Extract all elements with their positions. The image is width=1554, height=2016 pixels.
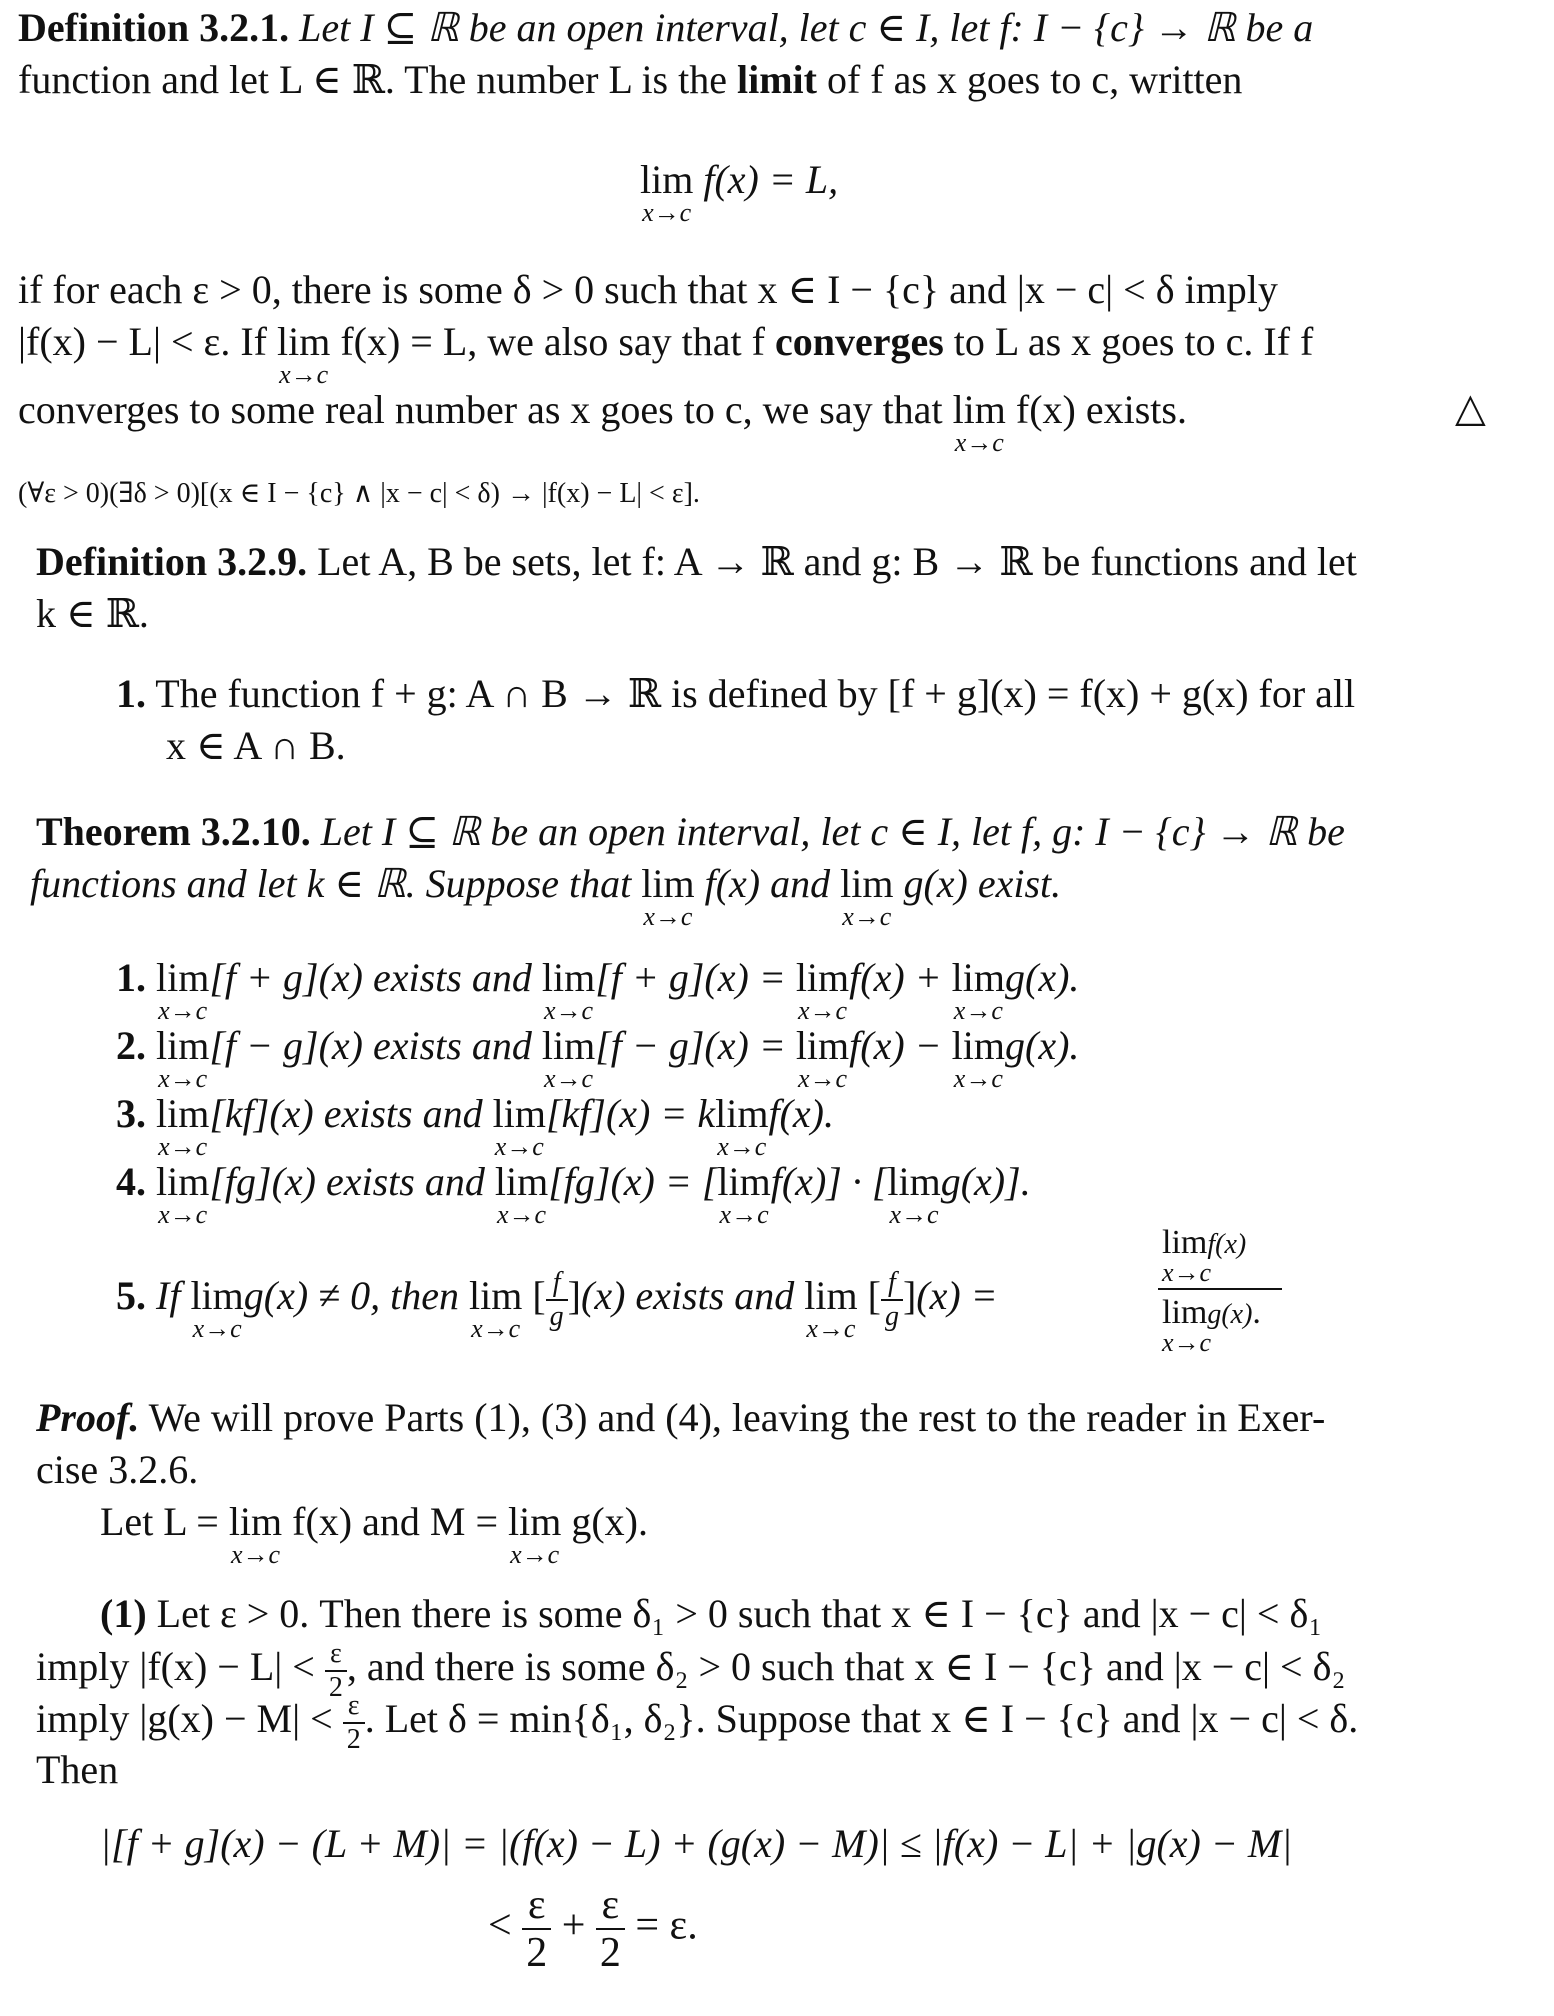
def-3-2-9-item1: 1. The function f + g: A ∩ B → ℝ is defined by [f + g](x) = f(x) + g(x) for all: [116, 671, 1356, 716]
def-3-2-1-line3: if for each ε > 0, there is some δ > 0 such that x ∈ I − {c} and |x − c| < δ imply: [18, 267, 1278, 312]
proof-part1-line2: imply |f(x) − L| < $\frac{\varepsilon}{2}$ , and there is some δ₂ > 0 such that x ∈ I − {c} and |x − c| < δ₂: [36, 1638, 1346, 1703]
thm-item-2: 2. lim x→c [f − g](x) exists and lim x→c [f − g](x) = lim x→c f(x) − lim x→c g(x).: [116, 1023, 1080, 1093]
proof-part1-line1: (1) Let ε > 0. Then there is some δ₁ > 0 such that x ∈ I − {c} and |x − c| < δ₁: [100, 1591, 1323, 1636]
limit-operator: lim x→c: [276, 319, 331, 389]
proof-intro-line1: Proof. We will prove Parts (1), (3) and (4), leaving the rest to the reader in Exer-: [36, 1395, 1326, 1440]
proof-part1-line4: Then: [36, 1747, 119, 1792]
end-of-definition-triangle-icon: △: [1455, 385, 1486, 430]
thm-item-1: 1. lim x→c [f + g](x) exists and lim x→c [f + g](x) = lim x→c f(x) + lim x→c g(x).: [116, 955, 1080, 1025]
proof-label: Proof.: [36, 1395, 140, 1440]
thm-item-3: 3. lim x→c [kf](x) exists and lim x→c [kf](x) = klim x→c f(x).: [116, 1091, 834, 1161]
def-3-2-1-title: Definition 3.2.1.: [18, 5, 290, 50]
limit-operator: lim x→c: [640, 157, 694, 227]
limit-operator: lim x→c: [641, 861, 695, 931]
proof-equation-line2: < $\frac{\varepsilon}{2}$ + $\frac{\varepsilon}{2}$ = ε.: [488, 1882, 698, 1976]
proof-intro-line2: cise 3.2.6.: [36, 1447, 199, 1492]
thm-3-2-10-line1: Theorem 3.2.10. Let I ⊆ ℝ be an open interval, let c ∈ I, let f, g: I − {c} → ℝ be: [36, 809, 1345, 854]
def-3-2-9-title: Definition 3.2.9.: [36, 539, 308, 584]
proof-equation-line1: |[f + g](x) − (L + M)| = |(f(x) − L) + (g(x) − M)| ≤ |f(x) − L| + |g(x) − M|: [100, 1821, 1293, 1866]
def-3-2-9-line2: k ∈ ℝ.: [36, 591, 149, 636]
def-3-2-1-line4: |f(x) − L| < ε. If lim x→c f(x) = L, we also say that f converges to L as x goes to c. If f: [18, 319, 1314, 389]
thm-3-2-10-line2: functions and let k ∈ ℝ. Suppose that lim x→c f(x) and lim x→c g(x) exist.: [30, 861, 1062, 931]
logic-formula: (∀ε > 0)(∃δ > 0)[(x ∈ I − {c} ∧ |x − c| < δ) → |f(x) − L| < ε].: [18, 478, 700, 509]
thm-item-5: 5. If lim x→c g(x) ≠ 0, then lim x→c [ $\frac{f}{g}$ ](x) exists and lim x→c [ $\frac{f}{g}$ ](x) =: [116, 1266, 998, 1343]
item-5-fraction: lim x→c f(x) lim x→c g(x).: [1158, 1224, 1282, 1332]
def-3-2-9-item1-cont: x ∈ A ∩ B.: [166, 723, 346, 768]
def-3-2-1-line5: converges to some real number as x goes to c, we say that lim x→c f(x) exists.: [18, 387, 1187, 457]
proof-part1-line3: imply |g(x) − M| < $\frac{\varepsilon}{2}$ . Let δ = min{δ₁, δ₂}. Suppose that x ∈ I − {c} and |x − c| < δ.: [36, 1690, 1359, 1755]
def-3-2-1-line2: function and let L ∈ ℝ. The number L is the limit of f as x goes to c, written: [18, 57, 1243, 102]
def-3-2-1-line1: Definition 3.2.1. Let I ⊆ ℝ be an open interval, let c ∈ I, let f: I − {c} → ℝ be a: [18, 5, 1314, 50]
limit-operator: lim x→c: [952, 387, 1006, 457]
limit-operator: lim x→c: [840, 861, 894, 931]
proof-let-line: Let L = lim x→c f(x) and M = lim x→c g(x).: [100, 1499, 648, 1569]
def-3-2-1-display-equation: lim x→c f(x) = L,: [640, 157, 839, 227]
thm-item-4: 4. lim x→c [fg](x) exists and lim x→c [fg](x) = [lim x→c f(x)] · [lim x→c g(x)].: [116, 1159, 1031, 1229]
thm-3-2-10-title: Theorem 3.2.10.: [36, 809, 311, 854]
def-3-2-9-line1: Definition 3.2.9. Let A, B be sets, let f: A → ℝ and g: B → ℝ be functions and let: [36, 539, 1357, 584]
